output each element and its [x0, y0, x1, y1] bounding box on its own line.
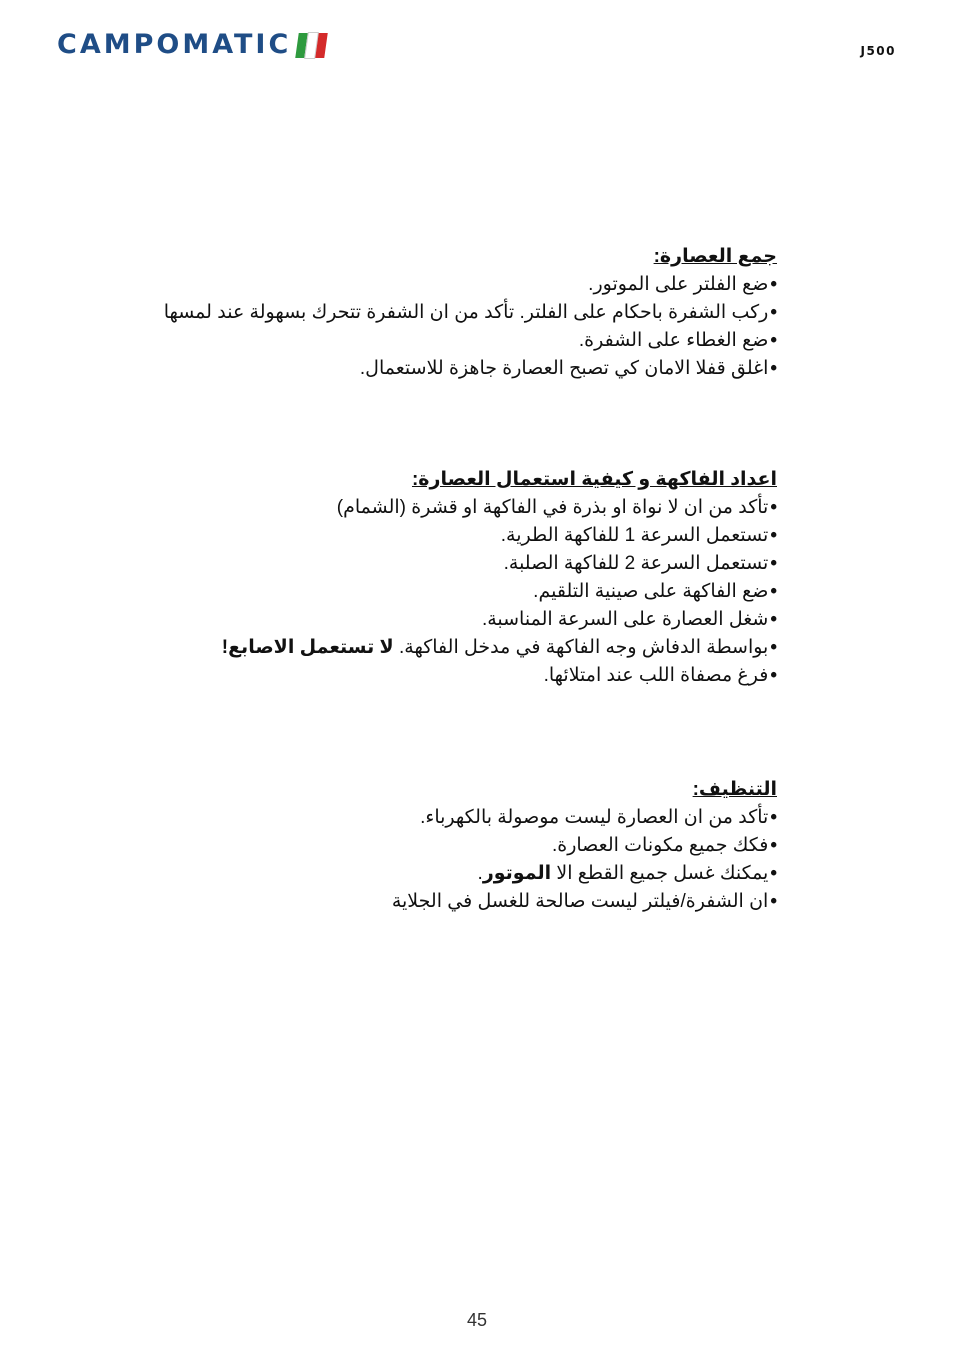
italian-flag-icon [296, 33, 330, 58]
list-item: •ضع الفاكهة على صينية التلقيم. [533, 581, 777, 602]
section-title: اعداد الفاكهة و كيفية استعمال العصارة: [411, 469, 777, 490]
list-item: •تأكد من ان العصارة ليست موصولة بالكهرباء. [420, 807, 777, 828]
list-item: •ضع الغطاء على الشفرة. [578, 330, 777, 351]
preparation-list [222, 494, 777, 690]
list-item: •ان الشفرة/فيلتر ليست صالحة للغسل في الجلاية [391, 891, 777, 912]
list-item: •تأكد من ان لا نواة او بذرة في الفاكهة او قشرة (الشمام) [336, 497, 777, 518]
section-assembly [164, 243, 777, 383]
list-item: •بواسطة الدفاش وجه الفاكهة في مدخل الفاكهة. لا تستعمل الاصابع! [221, 637, 777, 658]
emphasis-motor: الموتور [482, 863, 552, 884]
brand-name: CAMPOMATIC [57, 29, 292, 60]
cleaning-list [392, 804, 777, 916]
list-item: •ضع الفلتر على الموتور. [588, 274, 777, 295]
list-item: •شغل العصارة على السرعة المناسبة. [481, 609, 777, 630]
list-item: •يمكنك غسل جميع القطع الا الموتور. [477, 863, 777, 884]
section-cleaning [392, 776, 777, 916]
list-item: •ركب الشفرة باحكام على الفلتر. تأكد من ان الشفرة تتحرك بسهولة عند لمسها [163, 302, 777, 323]
section-title: جمع العصارة: [653, 246, 777, 267]
flag-stripe-red [316, 33, 329, 58]
page-number: 45 [466, 1310, 488, 1330]
list-item: •تستعمل السرعة 1 للفاكهة الطرية. [500, 525, 777, 546]
section-preparation [222, 466, 777, 690]
list-item: •فرغ مصفاة اللب عند امتلائها. [543, 665, 777, 686]
warning-text: لا تستعمل الاصابع! [221, 637, 394, 658]
list-item: •تستعمل السرعة 2 للفاكهة الصلبة. [503, 553, 777, 574]
list-item: •اغلق قفلا الامان كي تصبح العصارة جاهزة للاستعمال. [359, 358, 777, 379]
assembly-list [164, 271, 777, 383]
model-number: J500 [860, 44, 896, 58]
section-title: التنظيف: [692, 779, 777, 800]
brand-logo [57, 30, 327, 60]
list-item: •فكك جميع مكونات العصارة. [551, 835, 777, 856]
